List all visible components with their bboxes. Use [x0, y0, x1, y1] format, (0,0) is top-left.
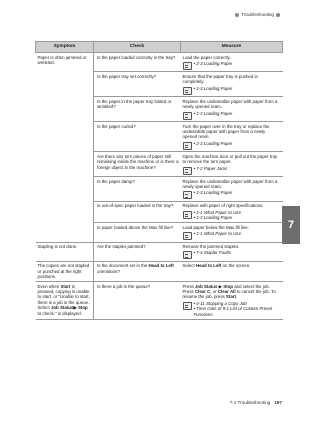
- reference-icon: [183, 251, 192, 259]
- key-term: Head to Left: [195, 263, 222, 269]
- reference: [183, 111, 281, 120]
- reference-link[interactable]: • 2-3 Loading Paper: [194, 190, 233, 195]
- chapter-tab: 7: [282, 206, 300, 244]
- reference: [183, 210, 281, 221]
- symptom-cell: Stapling is not done.: [36, 242, 94, 261]
- measure-cell: [181, 282, 283, 319]
- table-header-row: [36, 42, 283, 53]
- measure-text: , or: [210, 289, 218, 295]
- check-cell: Is the paper damp?: [94, 177, 181, 202]
- table-row: [36, 242, 283, 261]
- check-cell: Is paper loaded above the Max fill line?: [94, 223, 181, 242]
- measure-text: Replace the undesirable paper with paper from a newly opened ream.: [182, 178, 278, 189]
- check-cell: Are the staples jammed?: [94, 242, 181, 261]
- measure-cell: [181, 53, 283, 72]
- key-term: Start: [225, 294, 236, 300]
- table-row: [36, 282, 283, 319]
- column-header-symptom: Symptom: [36, 42, 94, 53]
- measure-cell: [181, 242, 283, 261]
- measure-text: Turn the paper over in the tray or replace the undesirable paper with paper from a newly opened ream.: [182, 123, 270, 140]
- symptom-text: to check.” is displayed.: [37, 310, 82, 316]
- reference: [183, 301, 281, 317]
- measure-text: [183, 284, 281, 300]
- key-term: Start: [60, 283, 71, 289]
- reference-link[interactable]: • 4-11 Stopping a Copy Job: [194, 301, 281, 306]
- key-term: Clear C: [194, 289, 211, 295]
- measure-text: Load paper below the Max fill line.: [182, 224, 249, 230]
- reference-link[interactable]: • 2-3 Loading Paper: [194, 86, 233, 91]
- reference-link[interactable]: • 7-4 Stapler Faults: [194, 250, 231, 255]
- check-text: orientation?: [97, 268, 120, 274]
- check-cell: Is the paper in the paper tray folded or wrinkled?: [94, 97, 181, 122]
- measure-text: on the screen.: [221, 263, 251, 269]
- measure-cell: [181, 72, 283, 97]
- table-row: [36, 261, 283, 281]
- symptom-text: Even when: [37, 283, 61, 289]
- header-title: Troubleshooting: [241, 12, 274, 17]
- measure-text: Ensure that the paper tray is pushed in completely.: [182, 73, 258, 85]
- measure-text: .: [235, 294, 238, 300]
- measure-text: Remove the jammed staples.: [182, 244, 240, 249]
- key-term: Job Status▶ Stop: [50, 305, 88, 311]
- reference: [183, 141, 281, 150]
- column-header-check: Check: [94, 42, 181, 53]
- key-term: Job Status: [194, 283, 218, 289]
- measure-cell: [181, 223, 283, 242]
- table-row: [36, 53, 283, 72]
- reference-icon: [183, 62, 192, 70]
- check-text: Is the document set in the: [97, 263, 149, 269]
- key-term: Clear All: [217, 289, 236, 295]
- reference-icon: [183, 167, 192, 175]
- check-cell: Is the paper curled?: [94, 122, 181, 152]
- measure-text: ▶: [217, 283, 224, 289]
- reference-icon: [183, 142, 192, 150]
- measure-text: Press: [182, 283, 195, 289]
- reference-link[interactable]: • Time Outs of 9-1 List of Custom Preset Functions: [194, 306, 281, 317]
- symptom-cell: The copies are not stapled or punched at the right positions.: [36, 261, 94, 281]
- check-cell: Are there any torn pieces of paper still remaining inside the machine or is there a foreign object in the machine?: [94, 152, 181, 177]
- reference-icon: [183, 232, 192, 240]
- column-header-measure: Measure: [181, 42, 283, 53]
- reference: [183, 166, 281, 175]
- reference-icon: [183, 112, 192, 120]
- measure-text: Open the machine door or pull out the paper tray to remove the torn paper.: [182, 153, 278, 165]
- check-cell: Is the paper tray set correctly?: [94, 72, 181, 97]
- reference-link[interactable]: • 7-2 Paper Jams: [194, 166, 228, 171]
- measure-cell: [181, 122, 283, 152]
- reference: [183, 231, 281, 240]
- check-cell: Is out-of-spec paper loaded in the tray?: [94, 201, 181, 222]
- reference: [183, 61, 281, 70]
- measure-text: and select the job. Press: [182, 283, 270, 295]
- check-cell: [94, 261, 181, 281]
- reference-link[interactable]: • 2-3 Loading Paper: [194, 141, 233, 146]
- reference-link[interactable]: • 2-3 Loading Paper: [194, 215, 241, 220]
- reference: [183, 190, 281, 199]
- symptom-cell: [36, 282, 94, 319]
- reference: [183, 86, 281, 95]
- reference-link[interactable]: • 2-1 What Paper to Use: [194, 231, 241, 236]
- troubleshooting-table: [35, 41, 283, 320]
- measure-text: Replace the undesirable paper with paper from a newly opened ream.: [182, 98, 278, 110]
- check-cell: Is the paper loaded correctly in the tray?: [94, 53, 181, 72]
- reference-icon: [183, 191, 192, 199]
- measure-cell: [181, 201, 283, 222]
- key-term: Head to Left: [148, 263, 174, 269]
- reference-link[interactable]: • 2-3 Loading Paper: [194, 111, 233, 116]
- measure-text: Select: [182, 263, 196, 269]
- reference-link[interactable]: • 2-1 What Paper to Use: [194, 210, 241, 215]
- symptom-cell: Paper is often jammed or wrinkled.: [36, 53, 94, 243]
- measure-cell: [181, 97, 283, 122]
- footer-section: 7-1 Troubleshooting: [229, 400, 271, 405]
- reference: [183, 250, 281, 259]
- check-cell: Is there a job in the queue?: [94, 282, 181, 319]
- page-number: 197: [274, 400, 282, 405]
- reference-link[interactable]: • 2-3 Loading Paper: [194, 61, 233, 66]
- page-header: [235, 12, 280, 17]
- symptom-text: is pressed, copying is unable to start, or “Unable to start, there is a job in the queue. Select: [37, 283, 90, 311]
- bullet-icon: [276, 13, 280, 17]
- measure-cell: [181, 177, 283, 202]
- bullet-icon: [235, 13, 239, 17]
- reference-icon: [183, 302, 192, 310]
- key-term: Stop: [223, 283, 233, 289]
- reference-icon: [183, 87, 192, 95]
- measure-text: Replace with paper of right specifications.: [182, 203, 264, 209]
- reference-icon: [183, 211, 192, 219]
- measure-text: to cancel the job. To resume the job, press: [182, 289, 276, 300]
- measure-cell: [181, 261, 283, 281]
- measure-cell: [181, 152, 283, 177]
- measure-text: Load the paper correctly.: [182, 54, 231, 60]
- page-footer: [230, 400, 282, 405]
